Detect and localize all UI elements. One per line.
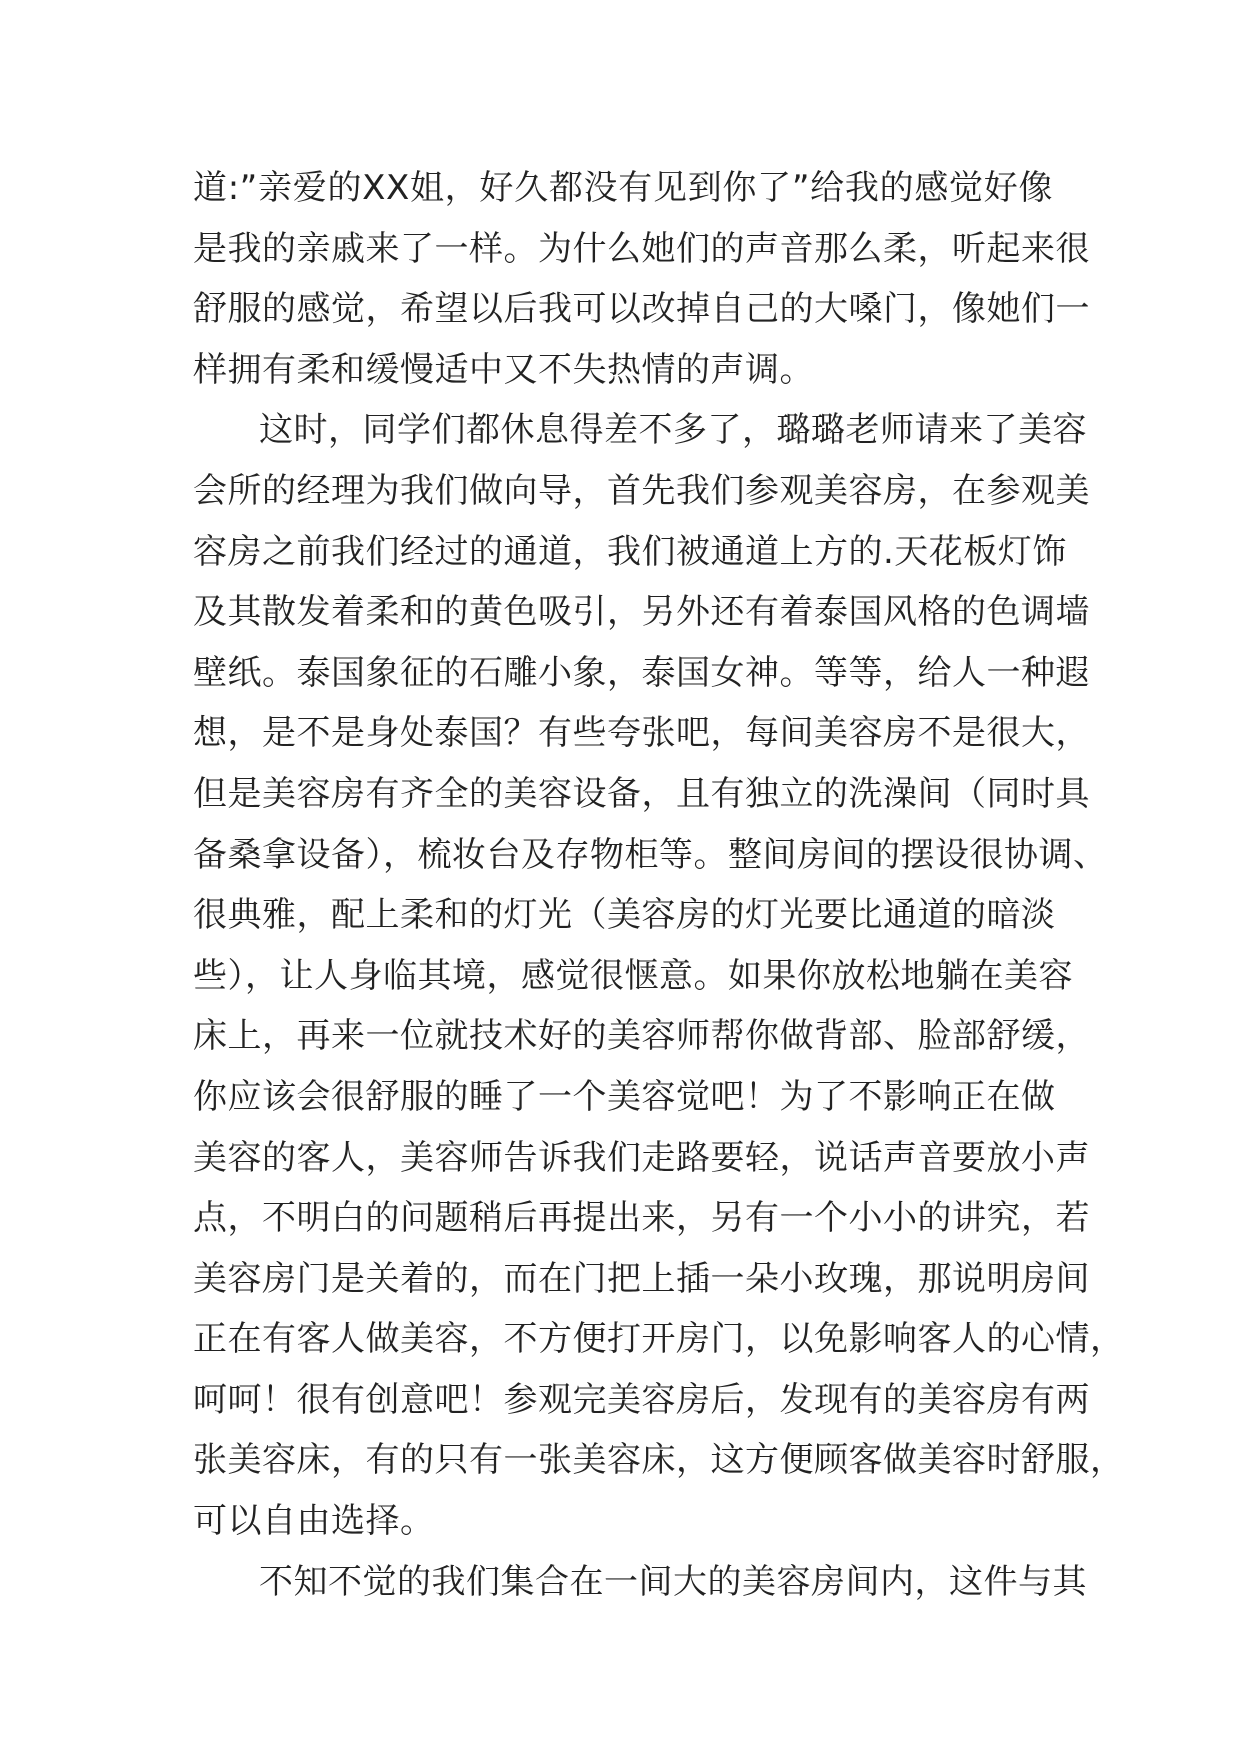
text-line: 呵呵！很有创意吧！参观完美容房后，发现有的美容房有两: [193, 1379, 1090, 1420]
body-text: [193, 158, 1125, 1612]
text-line: 美容房门是关着的，而在门把上插一朵小玫瑰，那说明房间: [193, 1258, 1090, 1299]
text-line: 想，是不是身处泰国？有些夸张吧，每间美容房不是很大，: [193, 713, 1090, 754]
text-line: 床上，再来一位就技术好的美容师帮你做背部、脸部舒缓，: [193, 1016, 1090, 1057]
text-line: 容房之前我们经过的通道，我们被通道上方的.天花板灯饰: [193, 531, 1067, 572]
text-line: 这时，同学们都休息得差不多了，璐璐老师请来了美容: [259, 410, 1087, 451]
text-line: 可以自由选择。: [193, 1501, 435, 1542]
text-line: 美容的客人，美容师告诉我们走路要轻，说话声音要放小声: [193, 1137, 1090, 1178]
text-line: 备桑拿设备），梳妆台及存物柜等。整间房间的摆设很协调、: [193, 834, 1108, 875]
text-line: 些），让人身临其境，感觉很惬意。如果你放松地躺在美容: [193, 955, 1073, 996]
text-line: 是我的亲戚来了一样。为什么她们的声音那么柔，听起来很: [193, 228, 1090, 269]
text-line: 很典雅，配上柔和的灯光（美容房的灯光要比通道的暗淡: [193, 895, 1056, 936]
text-line: 道:”亲爱的XX姐，好久都没有见到你了”给我的感觉好像: [193, 168, 1053, 208]
text-line: 会所的经理为我们做向导，首先我们参观美容房，在参观美: [193, 470, 1090, 511]
text-line: 样拥有柔和缓慢适中又不失热情的声调。: [193, 349, 814, 390]
text-line: 你应该会很舒服的睡了一个美容觉吧！为了不影响正在做: [193, 1076, 1056, 1117]
text-line: 张美容床，有的只有一张美容床，这方便顾客做美容时舒服，: [193, 1440, 1125, 1481]
text-line: 正在有客人做美容，不方便打开房门，以免影响客人的心情，: [193, 1319, 1125, 1360]
text-line: 壁纸。泰国象征的石雕小象，泰国女神。等等，给人一种遐: [193, 652, 1090, 693]
text-line: 但是美容房有齐全的美容设备，且有独立的洗澡间（同时具: [193, 773, 1090, 814]
text-line: 不知不觉的我们集合在一间大的美容房间内，这件与其: [259, 1561, 1087, 1602]
text-line: 及其散发着柔和的黄色吸引，另外还有着泰国风格的色调墙: [193, 592, 1090, 633]
text-line: 舒服的感觉，希望以后我可以改掉自己的大嗓门，像她们一: [193, 289, 1090, 330]
text-line: 点，不明白的问题稍后再提出来，另有一个小小的讲究，若: [193, 1198, 1090, 1239]
